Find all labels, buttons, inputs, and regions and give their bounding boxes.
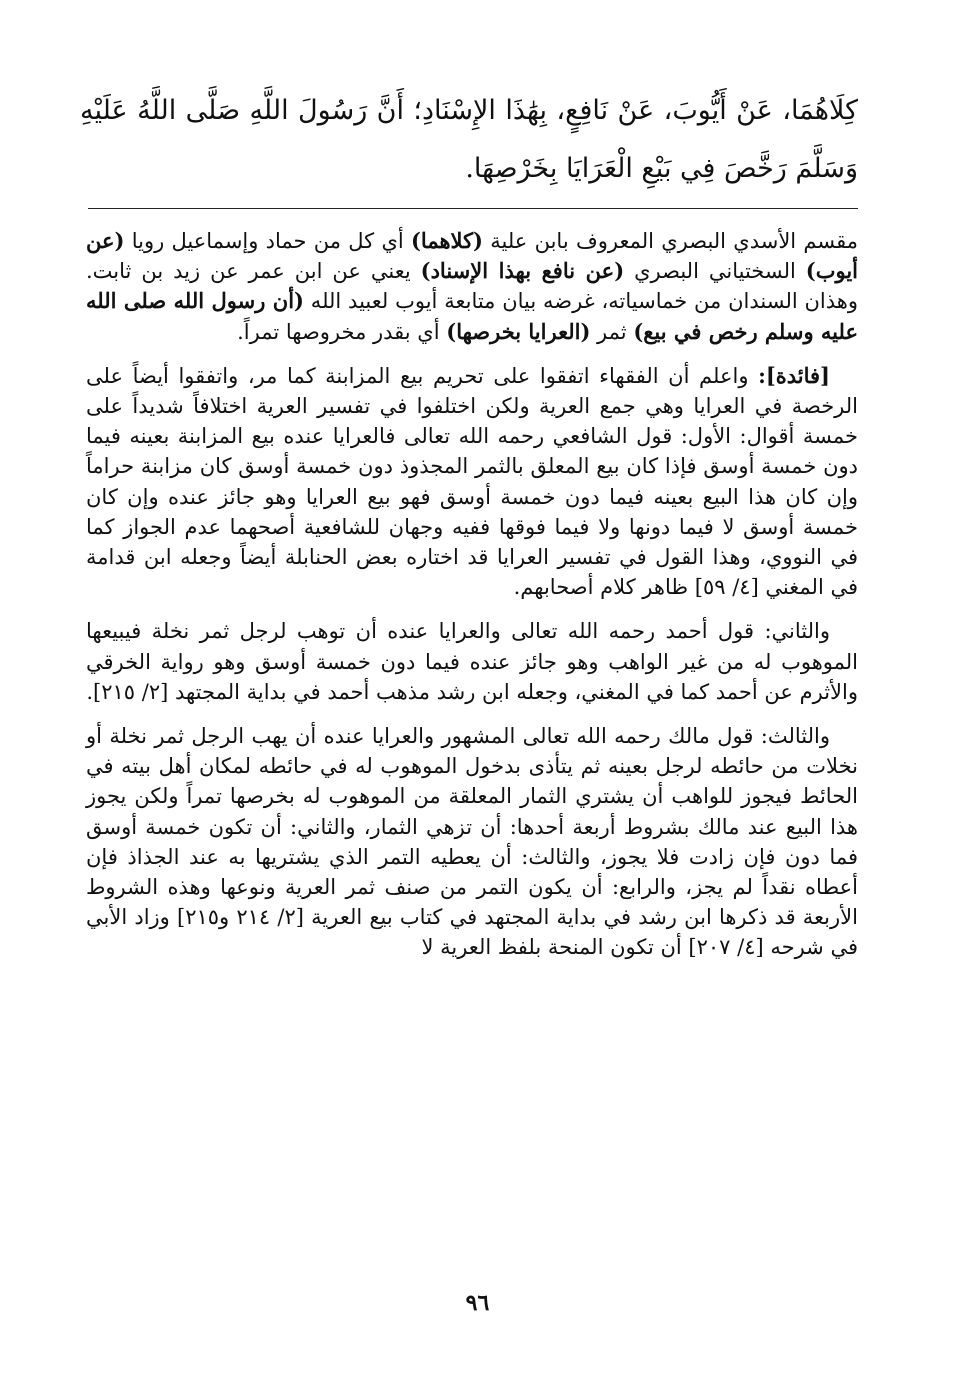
commentary-text: أي كل من حماد وإسماعيل رويا: [124, 229, 411, 253]
commentary-text: ثمر: [590, 319, 634, 344]
commentary-text: مقسم الأسدي البصري المعروف بابن علية: [483, 229, 858, 253]
commentary-text: أي بقدر مخروصها تمراً.: [237, 319, 447, 344]
commentary-text: والثالث: قول مالك رحمه الله تعالى المشهور والعرايا عنده أن يهب الرجل ثمر نخلة أو نخلات من حائطه لرجل بعينه ثم يتأذى بدخول الموهوب له في حائطه لمكان أهل بيته في الحائط فيجوز للواهب أن يشتري الثمار المعلقة من الموهوب له بخرصها تمراً ولكن يجوز هذا البيع عند مالك بشروط أربعة أحدها: أن تزهي الثمار، والثاني: أن تكون خمسة أوسق فما دون فإن زادت فلا يجوز، والثالث: أن يعطيه التمر الذي يشتريها به عند الجذاذ فإن أعطاه نقداً لم يجز، والرابع: أن يكون التمر من صنف ثمر العرية ونوعها وهذه الشروط الأربعة قد ذكرها ابن رشد في بداية المجتهد في كتاب بيع العرية [٢/ ٢١٤ و٢١٥] وزاد الأبي في شرحه [٤/ ٢٠٧] أن تكون المنحة بلفظ العرية لا: [86, 724, 858, 960]
commentary-text: واعلم أن الفقهاء اتفقوا على تحريم بيع المزابنة كما مر، واتفقوا أيضاً على الرخصة في العرايا وهي جمع العرية ولكن اختلفوا في تفسير العرية اختلافاً شديداً على خمسة أقوال: الأول: قول الشافعي رحمه الله تعالى فالعرايا عنده بيع المزابنة بعينه فيما دون خمسة أوسق فإذا كان بيع المعلق بالثمر المجذوذ دون خمسة أوسق كان مزابنة حراماً وإن كان هذا البيع بعينه فيما دون خمسة أوسق فهو بيع العرايا وهو جائز عنده وإن كان خمسة أوسق لا فيما دونها ولا فيما فوقها ففيه وجهان للشافعية أصحهما عدم الجواز كما في النووي، وهذا القول في تفسير العرايا قد اختاره بعض الحنابلة أيضاً وجعله ابن قدامة في المغني [٤/ ٥٩] ظاهر كلام أصحابهم.: [86, 363, 858, 600]
page-number: ٩٦: [465, 1290, 490, 1316]
footnote-divider: [88, 208, 858, 209]
commentary-paragraph-2: [86, 361, 858, 603]
commentary-text: والثاني: قول أحمد رحمه الله تعالى والعرايا عنده أن توهب لرجل ثمر نخلة فيبيعها الموهوب له من غير الواهب وهو جائز عنده فيما دون خمسة أوسق وهو رواية الخرقي والأثرم عن أحمد كما في المغني، وجعله ابن رشد مذهب أحمد في بداية المجتهد [٢/ ٢١٥].: [86, 619, 858, 704]
commentary-text: يعني عن ابن عمر عن زيد بن ثابت. وهذان السندان من خماسياته، غرضه بيان متابعة أيوب لعبيد الله: [86, 259, 858, 314]
matn-quote: (أن رسول الله صلى الله عليه وسلم رخص في بيع): [86, 288, 858, 344]
commentary-body: [86, 226, 858, 977]
commentary-text: السختياني البصري: [624, 259, 806, 284]
hadith-text-content: كِلَاهُمَا، عَنْ أَيُّوبَ، عَنْ نَافِعٍ، بِهَٰذَا الإِسْنَادِ؛ أَنَّ رَسُولَ اللَّهِ صَلَّى اللَّهُ عَلَيْهِ وَسَلَّمَ رَخَّصَ فِي بَيْعِ الْعَرَايَا بِخَرْصِهَا.: [80, 95, 858, 184]
matn-quote: (كلاهما): [410, 228, 483, 253]
matn-quote: (عن نافع بهذا الإسناد): [420, 258, 625, 284]
faida-heading: [فائدة]:: [758, 362, 830, 388]
commentary-paragraph-1: [86, 226, 858, 347]
commentary-paragraph-3: [86, 616, 858, 707]
commentary-paragraph-4: [86, 721, 858, 963]
hadith-text: [80, 82, 858, 198]
matn-quote: (عن أيوب): [86, 228, 858, 284]
matn-quote: (العرايا بخرصها): [446, 318, 591, 344]
